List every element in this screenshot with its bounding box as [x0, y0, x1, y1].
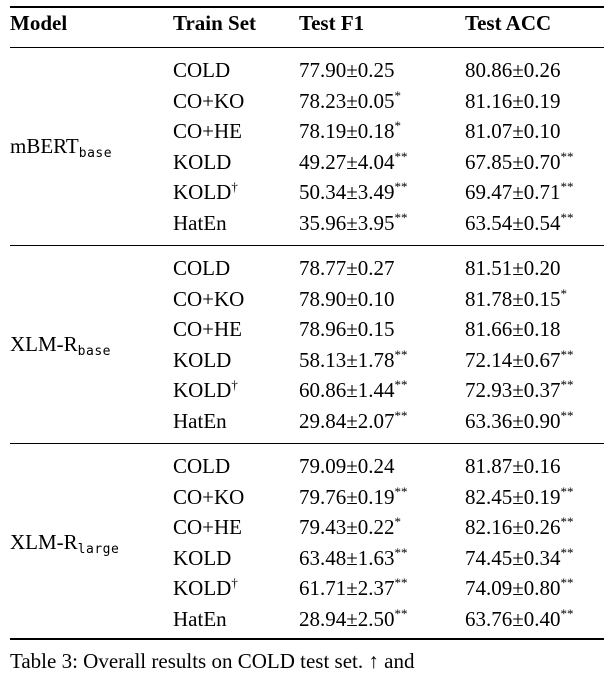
- model-name-cell: [10, 529, 119, 563]
- test-acc-cell: [465, 210, 574, 236]
- train-set-cell: [173, 453, 230, 479]
- significance-mark: **: [394, 605, 408, 621]
- test-acc-value: 82.16±0.26: [465, 515, 561, 539]
- significance-mark: **: [560, 209, 574, 225]
- test-acc-value: 82.45±0.19: [465, 484, 561, 509]
- test-acc-cell: [465, 377, 574, 403]
- test-acc-value: 72.14±0.67: [465, 347, 561, 372]
- test-acc-value: 69.47±0.71: [465, 180, 561, 204]
- dagger-mark: †: [231, 179, 238, 194]
- test-f1-cell: [299, 179, 408, 205]
- test-f1-value: 29.84±2.07: [299, 408, 395, 433]
- test-acc-value: 63.76±0.40: [465, 606, 561, 631]
- train-set-label: CO+HE: [173, 317, 243, 341]
- test-acc-cell: [465, 88, 561, 114]
- test-f1-value: 58.13±1.78: [299, 347, 395, 372]
- test-acc-value: 81.16±0.19: [465, 88, 561, 113]
- train-set-label: HatEn: [173, 210, 227, 235]
- model-size-subscript: base: [78, 146, 113, 162]
- test-f1-cell: [299, 57, 395, 83]
- train-set-cell: [173, 408, 227, 434]
- model-name: XLM-R: [10, 332, 78, 357]
- train-set-cell: [173, 88, 244, 114]
- train-set-cell: [173, 606, 227, 632]
- top-rule: [10, 6, 604, 8]
- train-set-label: KOLD: [173, 576, 232, 600]
- significance-mark: **: [394, 377, 408, 392]
- test-f1-value: 49.27±4.04: [299, 149, 395, 174]
- significance-mark: **: [394, 346, 408, 362]
- significance-mark: **: [560, 148, 574, 164]
- significance-mark: **: [560, 179, 574, 194]
- test-acc-cell: [465, 57, 561, 83]
- train-set-cell: [173, 575, 238, 601]
- test-f1-value: 63.48±1.63: [299, 545, 395, 570]
- test-f1-cell: [299, 575, 408, 601]
- test-acc-cell: [465, 408, 574, 434]
- train-set-cell: [173, 347, 231, 373]
- model-size-subscript: large: [77, 542, 120, 558]
- test-acc-cell: [465, 484, 574, 510]
- test-f1-value: 78.96±0.15: [299, 317, 395, 341]
- model-name-cell: [10, 331, 111, 365]
- test-f1-value: 61.71±2.37: [299, 576, 395, 600]
- test-f1-value: 35.96±3.95: [299, 210, 395, 235]
- train-set-label: CO+KO: [173, 286, 245, 311]
- significance-mark: **: [394, 575, 408, 590]
- train-set-label: COLD: [173, 256, 231, 280]
- test-f1-value: 78.19±0.18: [299, 119, 395, 143]
- train-set-label: KOLD: [173, 149, 232, 174]
- test-f1-cell: [299, 88, 401, 114]
- test-f1-value: 79.43±0.22: [299, 515, 395, 539]
- test-acc-cell: [465, 545, 574, 571]
- test-f1-value: 79.09±0.24: [299, 454, 395, 478]
- test-f1-cell: [299, 316, 395, 342]
- train-set-label: KOLD: [173, 180, 232, 204]
- train-set-label: COLD: [173, 58, 231, 82]
- test-f1-cell: [299, 118, 401, 144]
- significance-mark: *: [394, 87, 402, 103]
- test-acc-cell: [465, 286, 567, 312]
- test-f1-cell: [299, 286, 395, 312]
- group-separator-rule: [10, 443, 604, 444]
- model-name: mBERT: [10, 134, 79, 159]
- significance-mark: **: [394, 544, 408, 560]
- test-f1-cell: [299, 545, 408, 571]
- test-acc-cell: [465, 606, 574, 632]
- header-train-set: Train Set: [173, 11, 257, 35]
- test-f1-cell: [299, 255, 395, 281]
- significance-mark: *: [394, 514, 402, 529]
- test-f1-cell: [299, 453, 395, 479]
- test-acc-cell: [465, 149, 574, 175]
- test-f1-cell: [299, 606, 408, 632]
- significance-mark: **: [560, 483, 574, 499]
- significance-mark: **: [394, 483, 408, 499]
- test-f1-cell: [299, 377, 408, 403]
- test-acc-value: 81.78±0.15: [465, 286, 561, 311]
- test-acc-value: 81.51±0.20: [465, 256, 561, 280]
- train-set-cell: [173, 179, 238, 205]
- train-set-cell: [173, 57, 230, 83]
- table-caption: Table 3: Overall results on COLD test set. ↑ and: [10, 649, 415, 673]
- significance-mark: **: [560, 514, 574, 529]
- test-acc-value: 74.09±0.80: [465, 576, 561, 600]
- train-set-label: CO+KO: [173, 484, 245, 509]
- dagger-mark: †: [231, 575, 238, 590]
- train-set-cell: [173, 484, 244, 510]
- significance-mark: **: [560, 377, 574, 392]
- test-acc-value: 81.07±0.10: [465, 119, 561, 143]
- test-f1-value: 77.90±0.25: [299, 58, 395, 82]
- test-acc-cell: [465, 575, 574, 601]
- train-set-cell: [173, 118, 242, 144]
- model-size-subscript: base: [77, 344, 111, 360]
- test-acc-value: 80.86±0.26: [465, 58, 561, 82]
- header-test-acc: Test ACC: [465, 11, 552, 35]
- significance-mark: **: [560, 346, 574, 362]
- train-set-cell: [173, 545, 231, 571]
- train-set-cell: [173, 514, 242, 540]
- train-set-label: CO+KO: [173, 88, 245, 113]
- significance-mark: **: [394, 179, 408, 194]
- bottom-rule: [10, 638, 604, 640]
- test-f1-value: 78.77±0.27: [299, 256, 395, 280]
- significance-mark: **: [394, 209, 408, 225]
- test-acc-value: 72.93±0.37: [465, 378, 561, 402]
- train-set-label: KOLD: [173, 545, 232, 570]
- train-set-label: HatEn: [173, 408, 227, 433]
- test-acc-value: 74.45±0.34: [465, 545, 561, 570]
- header-test-f1: Test F1: [299, 11, 365, 35]
- dagger-mark: †: [231, 377, 238, 392]
- test-f1-cell: [299, 484, 408, 510]
- test-acc-value: 81.87±0.16: [465, 454, 561, 478]
- test-f1-value: 60.86±1.44: [299, 378, 395, 402]
- train-set-cell: [173, 255, 230, 281]
- train-set-cell: [173, 286, 244, 312]
- train-set-cell: [173, 377, 238, 403]
- test-f1-cell: [299, 149, 408, 175]
- train-set-cell: [173, 316, 242, 342]
- test-f1-cell: [299, 210, 408, 236]
- train-set-label: CO+HE: [173, 119, 243, 143]
- test-f1-value: 50.34±3.49: [299, 180, 395, 204]
- test-f1-cell: [299, 408, 408, 434]
- significance-mark: **: [560, 605, 574, 621]
- train-set-label: KOLD: [173, 347, 232, 372]
- test-f1-value: 78.90±0.10: [299, 286, 395, 311]
- test-acc-value: 63.54±0.54: [465, 210, 561, 235]
- significance-mark: **: [560, 575, 574, 590]
- model-name-cell: [10, 133, 112, 167]
- header-model: Model: [10, 11, 68, 35]
- test-acc-cell: [465, 316, 561, 342]
- significance-mark: **: [560, 407, 574, 423]
- significance-mark: **: [394, 148, 408, 164]
- train-set-cell: [173, 149, 231, 175]
- test-acc-cell: [465, 453, 561, 479]
- test-acc-cell: [465, 118, 561, 144]
- significance-mark: *: [394, 118, 402, 133]
- header-rule: [10, 47, 604, 48]
- train-set-label: HatEn: [173, 606, 227, 631]
- test-f1-value: 28.94±2.50: [299, 606, 395, 631]
- test-f1-value: 78.23±0.05: [299, 88, 395, 113]
- model-name: XLM-R: [10, 530, 78, 555]
- test-f1-cell: [299, 347, 408, 373]
- test-acc-cell: [465, 255, 561, 281]
- test-acc-value: 81.66±0.18: [465, 317, 561, 341]
- train-set-label: COLD: [173, 454, 231, 478]
- test-f1-value: 79.76±0.19: [299, 484, 395, 509]
- test-acc-cell: [465, 179, 574, 205]
- test-acc-cell: [465, 514, 574, 540]
- significance-mark: **: [560, 544, 574, 560]
- test-acc-value: 67.85±0.70: [465, 149, 561, 174]
- train-set-label: CO+HE: [173, 515, 243, 539]
- significance-mark: *: [560, 285, 568, 301]
- train-set-cell: [173, 210, 227, 236]
- group-separator-rule: [10, 245, 604, 246]
- test-acc-value: 63.36±0.90: [465, 408, 561, 433]
- train-set-label: KOLD: [173, 378, 232, 402]
- significance-mark: **: [394, 407, 408, 423]
- test-f1-cell: [299, 514, 401, 540]
- test-acc-cell: [465, 347, 574, 373]
